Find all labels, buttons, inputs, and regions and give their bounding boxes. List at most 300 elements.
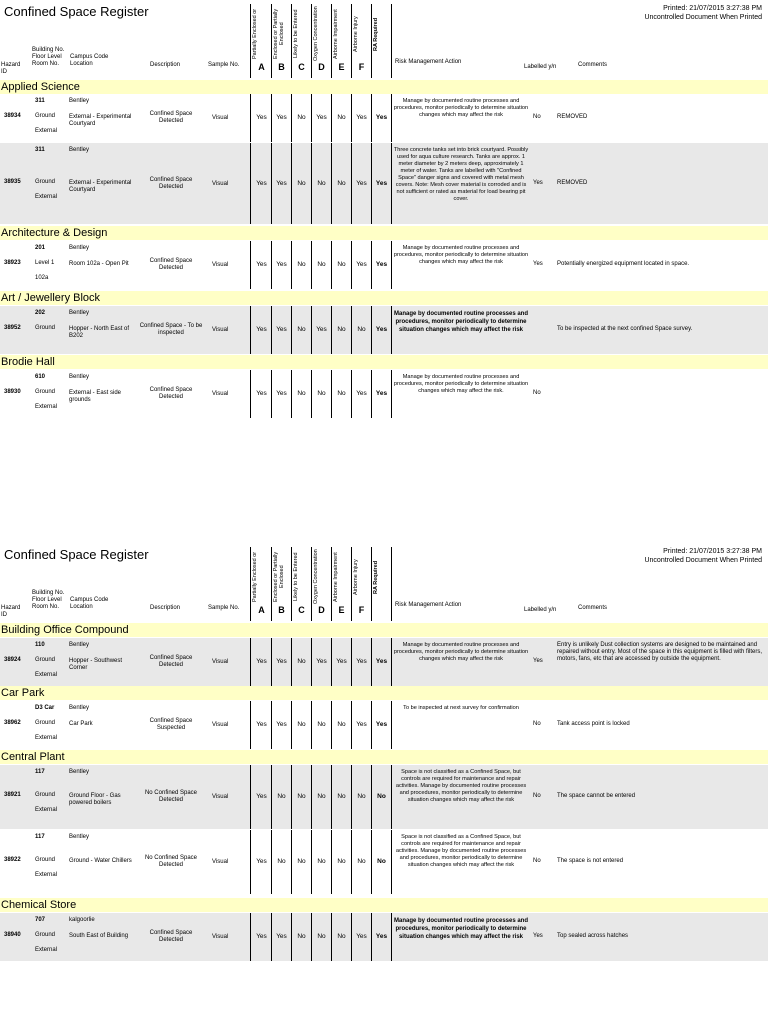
column-divider xyxy=(271,94,272,142)
hazard-id: 38921 xyxy=(4,792,21,798)
floor-level: Ground xyxy=(35,113,56,119)
header-letter-e: E xyxy=(338,62,345,72)
building-no: 201 xyxy=(35,245,46,251)
flag-b: Yes xyxy=(276,721,287,728)
printed-date: Printed: 21/07/2015 3:27:38 PM xyxy=(663,5,762,12)
sample-no: Visual xyxy=(212,659,229,665)
column-divider xyxy=(311,701,312,749)
column-divider xyxy=(291,765,292,829)
column-divider xyxy=(291,94,292,142)
flag-e: No xyxy=(337,326,346,333)
description: Confined Space Detected xyxy=(149,258,193,271)
table-row xyxy=(0,701,768,749)
flag-f: Yes xyxy=(356,721,367,728)
risk-action: Manage by documented routine processes and procedures, monitor periodically to determine situation changes which may affect the risk. xyxy=(393,374,529,394)
column-divider xyxy=(391,701,392,749)
building-no: D3 Car xyxy=(35,705,55,711)
hazard-id: 38934 xyxy=(4,113,21,119)
location: Room 102a - Open Pit xyxy=(69,261,129,267)
header-labelled: Labelled y/n xyxy=(524,64,557,70)
comments: Top sealed across hatches xyxy=(557,933,629,939)
header-hazard-id: Hazard ID xyxy=(1,62,21,75)
header-col-ra: RA Required xyxy=(373,560,379,594)
column-divider xyxy=(371,765,372,829)
labelled: No xyxy=(533,721,541,727)
room-no: 102a xyxy=(35,275,49,281)
header-col-e: Airborne Impairment xyxy=(333,9,339,59)
section-header: Brodie Hall xyxy=(0,355,768,369)
room-no: External xyxy=(35,194,58,200)
table-row xyxy=(0,638,768,686)
location: Hopper - Southwest Corner xyxy=(69,658,123,671)
flag-b: Yes xyxy=(276,261,287,268)
column-divider xyxy=(371,913,372,961)
flag-c: No xyxy=(297,390,306,397)
section-header: Art / Jewellery Block xyxy=(0,291,768,305)
labelled: No xyxy=(533,390,541,396)
flag-d: No xyxy=(317,793,326,800)
labelled: Yes xyxy=(533,933,543,939)
uncontrolled-note: Uncontrolled Document When Printed xyxy=(644,557,762,564)
column-divider xyxy=(291,638,292,686)
description: Confined Space Detected xyxy=(149,930,193,943)
header-letter-b: B xyxy=(278,62,285,72)
header-col-f: Airborne Injury xyxy=(353,559,359,595)
flag-ra: Yes xyxy=(375,390,388,397)
section-header: Chemical Store xyxy=(0,898,768,912)
building-no: 311 xyxy=(35,147,45,153)
comments: The space is not entered xyxy=(557,858,624,864)
sample-no: Visual xyxy=(212,794,229,800)
flag-b: Yes xyxy=(276,658,287,665)
campus-code: Bentley xyxy=(69,98,90,104)
flag-ra: Yes xyxy=(375,326,388,333)
column-divider xyxy=(391,370,392,418)
sample-no: Visual xyxy=(212,181,229,187)
hazard-id: 38962 xyxy=(4,720,21,726)
column-divider xyxy=(391,765,392,829)
column-divider xyxy=(271,306,272,354)
column-divider xyxy=(331,830,332,894)
column-divider xyxy=(371,701,372,749)
flag-f: Yes xyxy=(356,658,367,665)
column-divider xyxy=(351,241,352,289)
flag-d: No xyxy=(317,180,326,187)
column-divider xyxy=(271,913,272,961)
sample-no: Visual xyxy=(212,859,229,865)
column-divider xyxy=(250,94,251,142)
risk-action: Space is not classified as a Confined Space, but controls are required for maintenance and repair activities. Manage by documented routine processes and procedures, monitor periodically to determine situation changes which may affect the risk xyxy=(395,834,527,868)
flag-a: Yes xyxy=(256,858,267,865)
header-labelled: Labelled y/n xyxy=(524,607,557,613)
labelled: Yes xyxy=(533,180,543,186)
campus-code: Bentley xyxy=(69,642,90,648)
header-col-b: Enclosed or Partially Enclosed xyxy=(273,551,285,603)
flag-d: No xyxy=(317,390,326,397)
header-building: Building No. Floor Level Room No. xyxy=(32,590,65,610)
column-divider xyxy=(371,306,372,354)
column-divider xyxy=(271,241,272,289)
building-no: 610 xyxy=(35,374,46,380)
column-divider xyxy=(391,241,392,289)
flag-c: No xyxy=(297,261,306,268)
room-no: External xyxy=(35,404,58,410)
table-row xyxy=(0,241,768,289)
column-divider xyxy=(331,306,332,354)
description: Confined Space Detected xyxy=(149,177,193,190)
flag-f: Yes xyxy=(356,390,367,397)
flag-b: Yes xyxy=(276,114,287,121)
sample-no: Visual xyxy=(212,391,229,397)
column-divider xyxy=(391,143,392,224)
flag-c: No xyxy=(297,933,306,940)
flag-e: No xyxy=(337,858,346,865)
section-header: Car Park xyxy=(0,686,768,700)
header-letter-d: D xyxy=(318,605,325,615)
flag-c: No xyxy=(297,721,306,728)
flag-a: Yes xyxy=(256,114,267,121)
building-no: 707 xyxy=(35,917,46,923)
flag-c: No xyxy=(297,858,306,865)
flag-f: Yes xyxy=(356,180,367,187)
column-divider xyxy=(291,241,292,289)
table-row xyxy=(0,306,768,354)
header-risk: Risk Management Action xyxy=(395,59,462,65)
section-header: Applied Science xyxy=(0,80,768,94)
column-divider xyxy=(311,765,312,829)
column-divider xyxy=(331,143,332,224)
column-divider xyxy=(331,701,332,749)
flag-b: No xyxy=(277,858,286,865)
building-no: 110 xyxy=(35,642,45,648)
comments: REMOVED xyxy=(557,180,588,186)
location: Ground - Water Chillers xyxy=(69,858,132,864)
campus-code: Bentley xyxy=(69,769,90,775)
building-no: 202 xyxy=(35,310,46,316)
column-divider xyxy=(271,701,272,749)
column-divider xyxy=(271,638,272,686)
hazard-id: 38924 xyxy=(4,657,21,663)
header-description: Description xyxy=(150,62,181,68)
column-divider xyxy=(351,765,352,829)
header-hazard-id: Hazard ID xyxy=(1,605,21,618)
header-risk: Risk Management Action xyxy=(395,602,462,608)
flag-ra: Yes xyxy=(375,933,388,940)
floor-level: Ground xyxy=(35,325,56,331)
header-col-a: Partially Enclosed or xyxy=(252,551,258,603)
hazard-id: 38922 xyxy=(4,857,21,863)
header-letter-f: F xyxy=(358,605,365,615)
printed-date: Printed: 21/07/2015 3:27:38 PM xyxy=(663,548,762,555)
column-divider xyxy=(250,143,251,224)
column-divider xyxy=(351,913,352,961)
room-no: External xyxy=(35,872,58,878)
flag-a: Yes xyxy=(256,390,267,397)
flag-ra: Yes xyxy=(375,721,388,728)
column-divider xyxy=(250,241,251,289)
flag-ra: No xyxy=(377,793,386,800)
floor-level: Ground xyxy=(35,389,56,395)
column-divider xyxy=(250,638,251,686)
column-divider xyxy=(311,94,312,142)
column-divider xyxy=(250,913,251,961)
flag-a: Yes xyxy=(256,180,267,187)
flag-b: Yes xyxy=(276,390,287,397)
location: Ground Floor - Gas powered boilers xyxy=(69,793,121,806)
flag-a: Yes xyxy=(256,658,267,665)
sample-no: Visual xyxy=(212,934,229,940)
risk-action: Manage by documented routine processes and procedures, monitor periodically to determine situation changes which may affect the risk xyxy=(393,642,529,662)
risk-action: Manage by documented routine processes and procedures, monitor periodically to determine situation changes which may affect the risk xyxy=(393,311,529,333)
header-building: Building No. Floor Level Room No. xyxy=(32,47,65,67)
column-divider xyxy=(391,306,392,354)
flag-f: Yes xyxy=(356,114,367,121)
header-col-f: Airborne Injury xyxy=(353,16,359,52)
column-divider xyxy=(371,94,372,142)
flag-c: No xyxy=(297,658,306,665)
description: Confined Space Detected xyxy=(149,111,193,124)
location: Car Park xyxy=(69,721,93,727)
hazard-id: 38923 xyxy=(4,260,21,266)
description: Confined Space Suspected xyxy=(149,718,193,731)
header-description: Description xyxy=(150,605,181,611)
location: South East of Building xyxy=(69,933,129,939)
column-divider xyxy=(250,370,251,418)
campus-code: Bentley xyxy=(69,374,90,380)
printed-info xyxy=(644,547,762,565)
column-divider xyxy=(271,830,272,894)
header-letter-a: A xyxy=(258,605,265,615)
header-col-d: Oxygen Concentration xyxy=(313,6,319,62)
column-divider xyxy=(271,370,272,418)
room-no: External xyxy=(35,672,58,678)
table-row xyxy=(0,913,768,961)
flag-c: No xyxy=(297,114,306,121)
sample-no: Visual xyxy=(212,262,229,268)
flag-f: No xyxy=(357,793,366,800)
register-page-2 xyxy=(0,543,768,1024)
flag-f: Yes xyxy=(356,933,367,940)
location: Hopper - North East of B202 xyxy=(69,326,130,339)
flag-e: No xyxy=(337,114,346,121)
column-divider xyxy=(371,370,372,418)
column-divider xyxy=(371,241,372,289)
description: No Confined Space Detected xyxy=(144,790,198,803)
flag-a: Yes xyxy=(256,933,267,940)
column-divider xyxy=(331,765,332,829)
column-divider xyxy=(331,370,332,418)
flag-c: No xyxy=(297,326,306,333)
risk-action: Manage by documented routine processes and procedures, monitor periodically to determine situation changes which may affect the risk xyxy=(393,98,529,118)
flag-b: No xyxy=(277,793,286,800)
flag-a: Yes xyxy=(256,261,267,268)
floor-level: Ground xyxy=(35,932,56,938)
hazard-id: 38930 xyxy=(4,389,21,395)
document-title: Confined Space Register xyxy=(4,547,149,562)
column-divider xyxy=(351,830,352,894)
header-letter-e: E xyxy=(338,605,345,615)
header-letter-d: D xyxy=(318,62,325,72)
campus-code: Bentley xyxy=(69,834,90,840)
header-sample: Sample No. xyxy=(208,605,240,611)
column-divider xyxy=(291,830,292,894)
flag-d: No xyxy=(317,721,326,728)
header-col-c: Likely to be Entered xyxy=(293,552,299,602)
flag-e: No xyxy=(337,180,346,187)
column-divider xyxy=(311,241,312,289)
floor-level: Ground xyxy=(35,720,56,726)
header-comments: Comments xyxy=(578,62,608,68)
flag-b: Yes xyxy=(276,180,287,187)
flag-a: Yes xyxy=(256,721,267,728)
comments: The space cannot be entered xyxy=(557,793,636,799)
flag-ra: Yes xyxy=(375,658,388,665)
column-divider xyxy=(351,701,352,749)
risk-action: Manage by documented routine processes and procedures, monitor periodically to determine situation changes which may affect the risk xyxy=(393,918,529,940)
column-divider xyxy=(331,241,332,289)
section-header: Building Office Compound xyxy=(0,623,768,637)
hazard-id: 38935 xyxy=(4,179,21,185)
description: Confined Space Detected xyxy=(149,387,193,400)
campus-code: Bentley xyxy=(69,705,90,711)
flag-f: No xyxy=(357,858,366,865)
header-campus: Campus Code Location xyxy=(70,597,109,610)
header-letter-b: B xyxy=(278,605,285,615)
comments: Tank access point is locked xyxy=(557,721,630,727)
table-row xyxy=(0,143,768,224)
labelled: No xyxy=(533,858,541,864)
sample-no: Visual xyxy=(212,115,229,121)
column-divider xyxy=(351,370,352,418)
description: Confined Space Detected xyxy=(149,655,193,668)
flag-e: No xyxy=(337,390,346,397)
header-col-d: Oxygen Concentration xyxy=(313,549,319,605)
column-divider xyxy=(311,830,312,894)
column-divider xyxy=(331,94,332,142)
flag-d: Yes xyxy=(316,326,327,333)
flag-e: No xyxy=(337,721,346,728)
flag-e: Yes xyxy=(336,658,347,665)
column-divider xyxy=(271,765,272,829)
description: Confined Space - To be inspected xyxy=(139,323,203,336)
comments: To be inspected at the next confined Space survey. xyxy=(557,326,693,332)
column-divider xyxy=(311,306,312,354)
room-no: External xyxy=(35,128,58,134)
flag-d: Yes xyxy=(316,658,327,665)
page-header xyxy=(0,0,768,78)
flag-ra: Yes xyxy=(375,261,388,268)
table-row xyxy=(0,370,768,418)
floor-level: Ground xyxy=(35,857,56,863)
column-divider xyxy=(291,143,292,224)
campus-code: Bentley xyxy=(69,147,90,153)
building-no: 117 xyxy=(35,769,45,775)
column-divider xyxy=(331,913,332,961)
column-divider xyxy=(371,830,372,894)
header-letter-c: C xyxy=(298,62,305,72)
table-row xyxy=(0,94,768,142)
flag-f: Yes xyxy=(356,261,367,268)
column-divider xyxy=(391,638,392,686)
column-divider xyxy=(371,638,372,686)
column-divider xyxy=(271,143,272,224)
location: External - Experimental Courtyard xyxy=(69,180,132,193)
sample-no: Visual xyxy=(212,327,229,333)
column-divider xyxy=(291,370,292,418)
flag-f: No xyxy=(357,326,366,333)
column-divider xyxy=(351,638,352,686)
column-divider xyxy=(311,143,312,224)
hazard-id: 38940 xyxy=(4,932,21,938)
table-row xyxy=(0,765,768,829)
building-no: 311 xyxy=(35,98,45,104)
flag-d: Yes xyxy=(316,114,327,121)
campus-code: Bentley xyxy=(69,310,90,316)
header-col-ra: RA Required xyxy=(373,17,379,51)
column-divider xyxy=(391,94,392,142)
flag-e: No xyxy=(337,793,346,800)
flag-ra: Yes xyxy=(375,114,388,121)
sample-no: Visual xyxy=(212,722,229,728)
labelled: Yes xyxy=(533,658,543,664)
column-divider xyxy=(250,765,251,829)
flag-d: No xyxy=(317,261,326,268)
floor-level: Ground xyxy=(35,657,56,663)
risk-action: Three concrete tanks set into brick courtyard. Possibly used for aqua culture research. Tanks are approx. 1 meter diameter by 2 meters deep, approximately 1 meter of water. Tanks are labelled with "Confined Space" danger signs and covered with metal mesh covers. Note: Mesh cover material is corroded and is not sufficient or rated as material for load bearing pit cover. xyxy=(393,147,529,202)
header-col-e: Airborne Impairment xyxy=(333,552,339,602)
header-col-b: Enclosed or Partially Enclosed xyxy=(273,8,285,60)
flag-c: No xyxy=(297,180,306,187)
column-divider xyxy=(391,830,392,894)
column-divider xyxy=(250,701,251,749)
labelled: No xyxy=(533,793,541,799)
column-divider xyxy=(351,143,352,224)
comments: Entry is unlikely Dust collection systems are designed to be maintained and repaired without entry. Most of the space in this equipment is filled with filters, motors, fans, etc that are accessed by outside the equipment. xyxy=(557,642,762,662)
column-divider xyxy=(311,370,312,418)
flag-ra: No xyxy=(377,858,386,865)
campus-code: kalgoorlie xyxy=(69,917,95,923)
section-header: Central Plant xyxy=(0,750,768,764)
column-divider xyxy=(351,306,352,354)
flag-a: Yes xyxy=(256,326,267,333)
room-no: External xyxy=(35,807,58,813)
header-letter-c: C xyxy=(298,605,305,615)
page-header xyxy=(0,543,768,621)
header-col-a: Partially Enclosed or xyxy=(252,8,258,60)
building-no: 117 xyxy=(35,834,45,840)
location: External - East side grounds xyxy=(69,390,122,403)
header-campus: Campus Code Location xyxy=(70,54,109,67)
location: External - Experimental Courtyard xyxy=(69,114,132,127)
column-divider xyxy=(291,306,292,354)
comments: Potentially energized equipment located in space. xyxy=(557,261,690,267)
column-divider xyxy=(291,913,292,961)
printed-info xyxy=(644,4,762,22)
section-header: Architecture & Design xyxy=(0,226,768,240)
flag-d: No xyxy=(317,858,326,865)
floor-level: Ground xyxy=(35,792,56,798)
flag-ra: Yes xyxy=(375,180,388,187)
floor-level: Ground xyxy=(35,179,56,185)
hazard-id: 38952 xyxy=(4,325,21,331)
column-divider xyxy=(311,913,312,961)
header-comments: Comments xyxy=(578,605,608,611)
risk-action: Space is not classified as a Confined Space, but controls are required for maintenance and repair activities. Manage by documented routine processes and procedures, monitor periodically to determine situation changes which may affect the risk xyxy=(395,769,527,803)
flag-b: Yes xyxy=(276,326,287,333)
risk-action: Manage by documented routine processes and procedures, monitor periodically to determine situation changes which may affect the risk xyxy=(393,245,529,265)
column-divider xyxy=(291,701,292,749)
column-divider xyxy=(351,94,352,142)
